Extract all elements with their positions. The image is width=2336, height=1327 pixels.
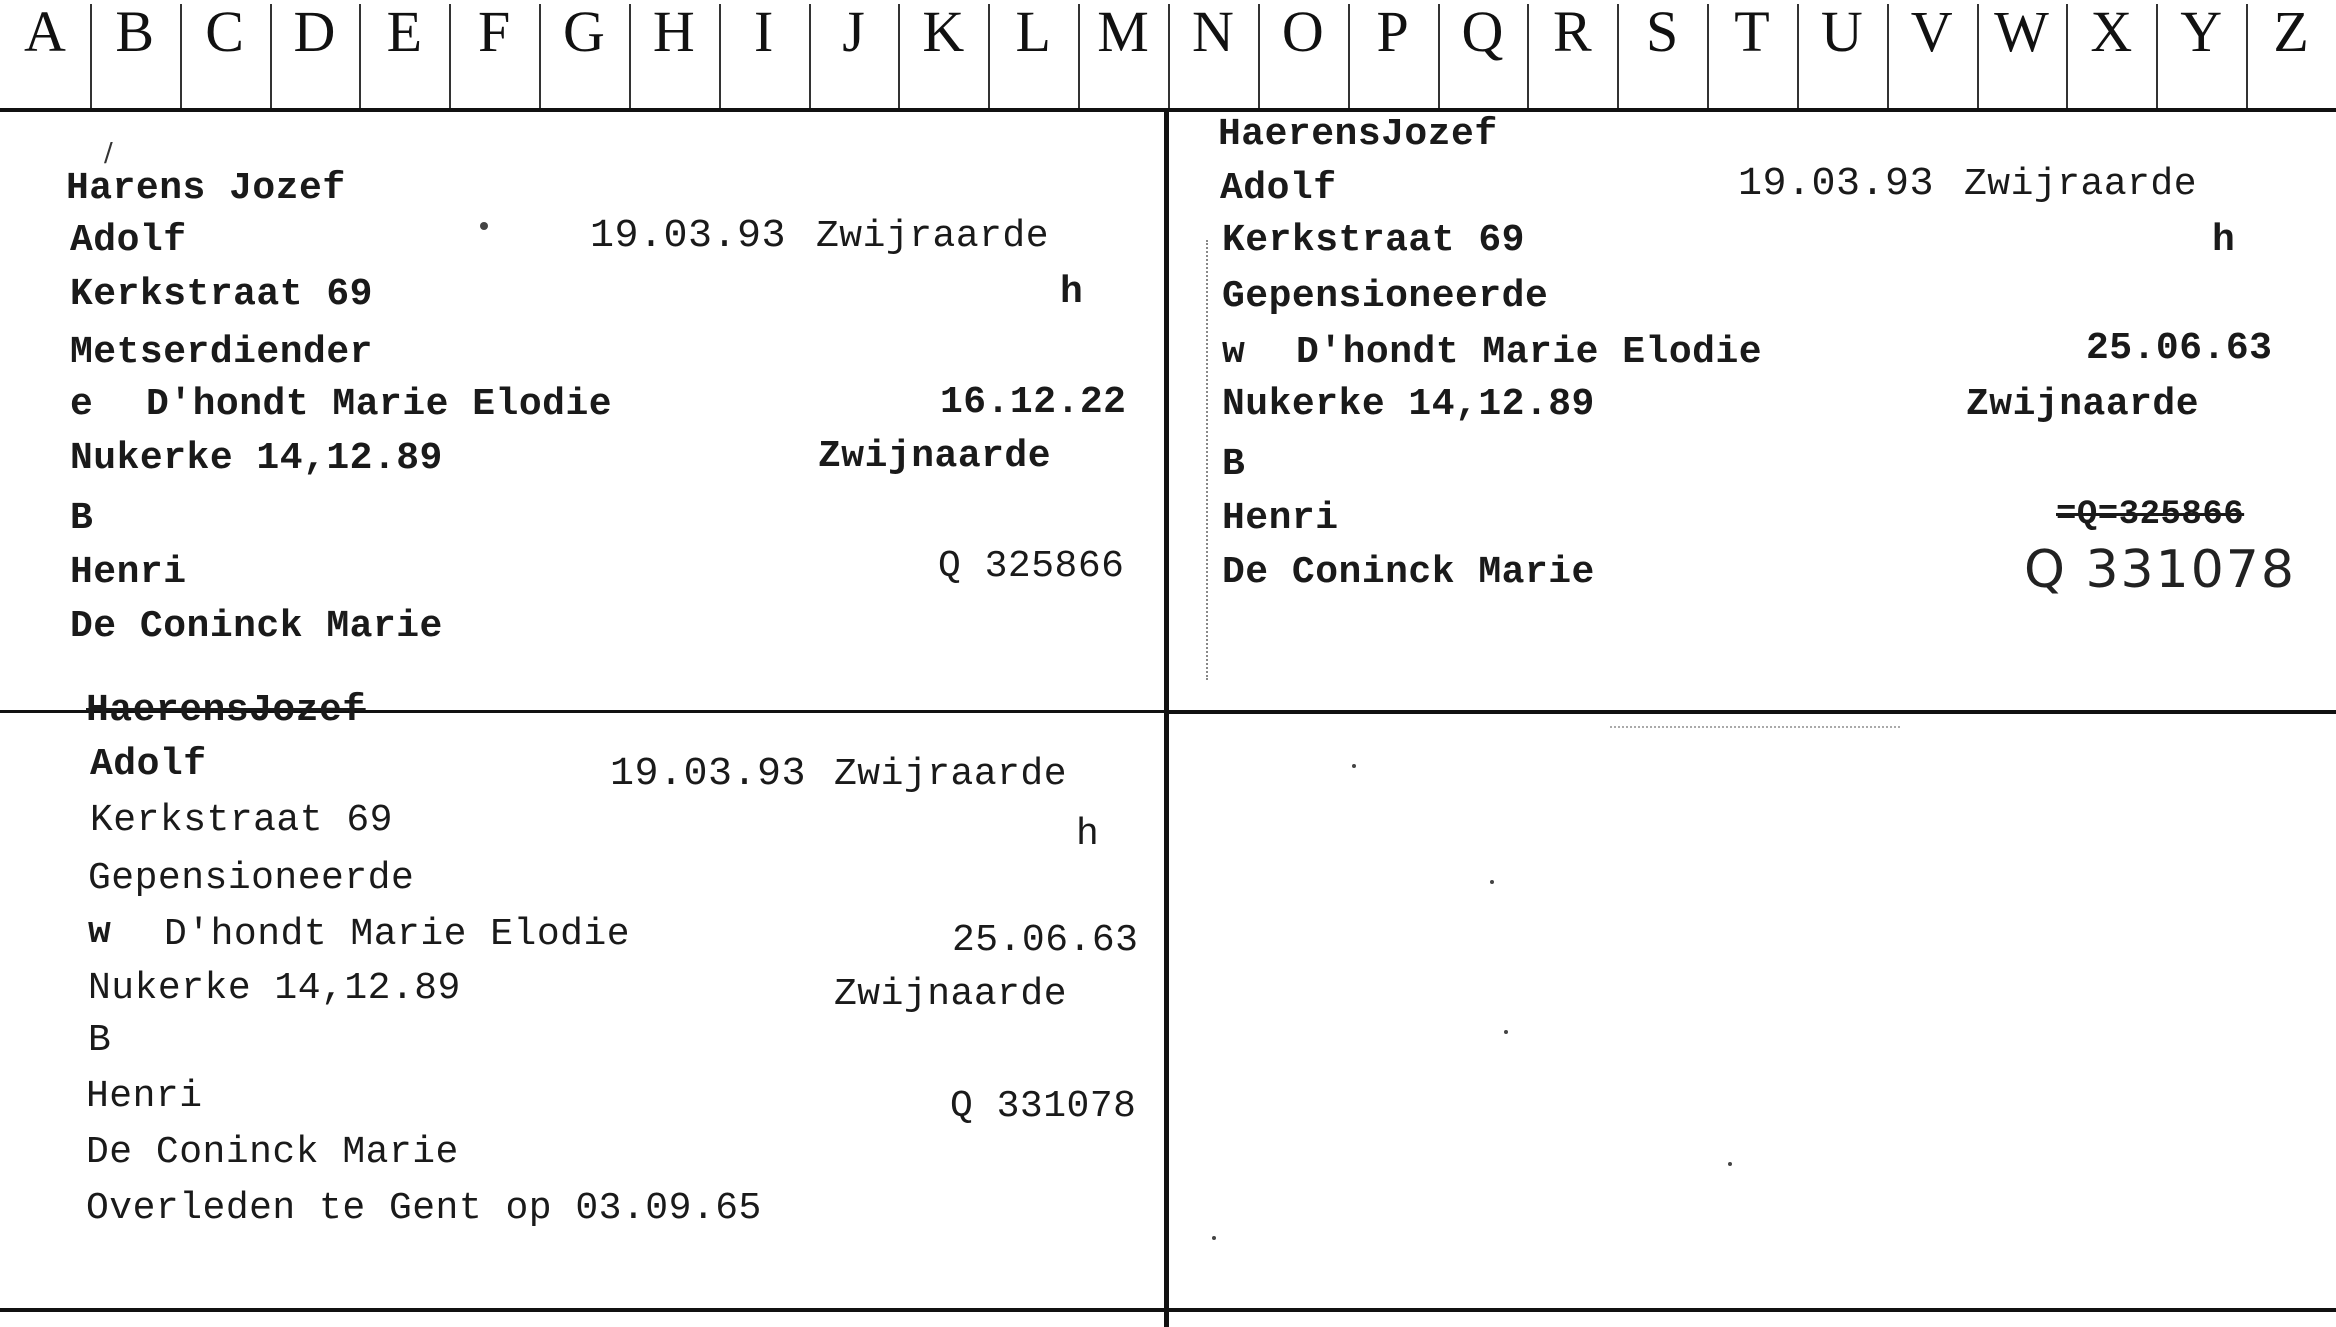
card-first-name: Adolf — [70, 219, 187, 262]
alphabet-separator — [2246, 4, 2248, 108]
alphabet-letter-label: G — [563, 0, 605, 64]
card-occupation: Gepensioneerde — [1222, 275, 1549, 318]
alphabet-letter-e — [359, 0, 449, 108]
alphabet-letter-label: O — [1281, 0, 1324, 64]
card-street: Kerkstraat 69 — [90, 799, 393, 842]
alphabet-letter-t — [1707, 0, 1797, 108]
card-residence: Zwijnaarde — [834, 973, 1068, 1016]
alphabet-letter-o — [1258, 0, 1348, 108]
alphabet-letter-i — [719, 0, 809, 108]
card-spouse-prefix: w — [1222, 331, 1246, 374]
card-occupation: Metserdiender — [70, 331, 373, 374]
alphabet-separator — [2156, 4, 2158, 108]
faint-bleed-through — [1610, 726, 1900, 728]
card-name-line: HaerensJozef — [86, 689, 366, 732]
alphabet-letter-k — [898, 0, 988, 108]
card-father: Henri — [86, 1075, 203, 1118]
alphabet-letter-label: D — [293, 0, 336, 64]
card-birth-date: 19.03.93 — [1738, 162, 1935, 207]
alphabet-letter-v — [1887, 0, 1977, 108]
alphabet-letter-label: P — [1376, 0, 1409, 64]
alphabet-letter-b — [90, 0, 180, 108]
alphabet-letter-label: A — [23, 0, 66, 64]
alphabet-separator — [719, 4, 721, 108]
card-birth-place: Zwijraarde — [834, 753, 1068, 796]
card-spouse-name: D'hondt Marie Elodie — [164, 913, 631, 956]
alphabet-index-strip — [0, 0, 2336, 112]
card-reference-handwritten: Q 331078 — [2024, 540, 2296, 600]
alphabet-letter-label: V — [1910, 0, 1953, 64]
alphabet-separator — [1168, 4, 1170, 108]
card-birth-place: Zwijraarde — [816, 215, 1050, 258]
alphabet-letter-label: Y — [2180, 0, 2223, 64]
alphabet-separator — [1797, 4, 1799, 108]
card-origin: Nukerke 14,12.89 — [1222, 383, 1595, 426]
alphabet-separator — [90, 4, 92, 108]
alphabet-letter-r — [1527, 0, 1617, 108]
alphabet-separator — [1977, 4, 1979, 108]
alphabet-letter-d — [270, 0, 360, 108]
alphabet-letter-label: S — [1646, 0, 1679, 64]
alphabet-letter-c — [180, 0, 270, 108]
card-origin: Nukerke 14,12.89 — [70, 437, 443, 480]
alphabet-letter-label: U — [1820, 0, 1863, 64]
card-birth-place: Zwijraarde — [1964, 163, 2198, 206]
alphabet-separator — [270, 4, 272, 108]
card-status-code: h — [1060, 271, 1084, 314]
alphabet-letter-label: T — [1734, 0, 1770, 64]
card-residence: Zwijnaarde — [818, 435, 1052, 478]
alphabet-letter-label: L — [1015, 0, 1051, 64]
alphabet-letter-s — [1617, 0, 1707, 108]
ink-speck — [1212, 1236, 1216, 1240]
alphabet-letter-label: X — [2090, 0, 2133, 64]
alphabet-letter-label: W — [1994, 0, 2049, 64]
alphabet-separator — [988, 4, 990, 108]
card-name-line: HaerensJozef — [1218, 113, 1498, 156]
alphabet-separator — [1887, 4, 1889, 108]
alphabet-letter-x — [2066, 0, 2156, 108]
card-reference-struck: =Q=325866 — [2056, 496, 2245, 534]
alphabet-separator — [1617, 4, 1619, 108]
card-birth-date: 19.03.93 — [590, 214, 787, 259]
card-divider-horizontal-right — [1168, 710, 2336, 714]
alphabet-letter-label: H — [652, 0, 695, 64]
alphabet-separator — [539, 4, 541, 108]
alphabet-separator — [180, 4, 182, 108]
card-mother: De Coninck Marie — [70, 605, 443, 648]
alphabet-letter-label: E — [386, 0, 423, 64]
alphabet-separator — [1527, 4, 1529, 108]
alphabet-letter-label: K — [922, 0, 965, 64]
alphabet-separator — [1707, 4, 1709, 108]
correction-mark: / — [104, 138, 113, 168]
margin-dotted-trail — [1206, 240, 1208, 680]
ink-speck — [1352, 764, 1356, 768]
ink-speck — [480, 222, 488, 230]
alphabet-letter-w — [1977, 0, 2067, 108]
alphabet-separator — [2066, 4, 2068, 108]
card-spouse-prefix: e — [70, 383, 94, 426]
alphabet-letter-label: R — [1552, 0, 1592, 64]
card-reference: Q 325866 — [938, 545, 1125, 588]
card-occupation: Gepensioneerde — [88, 857, 415, 900]
alphabet-letter-label: N — [1191, 0, 1234, 64]
alphabet-letter-label: I — [754, 0, 774, 64]
card-first-name: Adolf — [90, 743, 207, 786]
card-spouse-name: D'hondt Marie Elodie — [146, 383, 613, 426]
alphabet-letter-f — [449, 0, 539, 108]
ink-speck — [1728, 1162, 1732, 1166]
alphabet-letter-m — [1078, 0, 1168, 108]
card-name-line: Harens Jozef — [66, 167, 346, 210]
alphabet-letter-g — [539, 0, 629, 108]
card-birth-date: 19.03.93 — [610, 752, 807, 797]
alphabet-letter-q — [1438, 0, 1528, 108]
alphabet-letter-z — [2246, 0, 2336, 108]
alphabet-letter-label: J — [842, 0, 865, 64]
card-mother: De Coninck Marie — [86, 1131, 459, 1174]
card-street: Kerkstraat 69 — [70, 273, 373, 316]
card-street: Kerkstraat 69 — [1222, 219, 1525, 262]
alphabet-letter-label: F — [478, 0, 511, 64]
card-status-code: h — [2212, 219, 2236, 262]
card-divider-vertical — [1164, 112, 1169, 1327]
alphabet-separator — [1258, 4, 1260, 108]
card-father: Henri — [70, 551, 187, 594]
alphabet-letter-l — [988, 0, 1078, 108]
ink-speck — [1490, 880, 1494, 884]
card-father: Henri — [1222, 497, 1339, 540]
card-category: B — [88, 1019, 112, 1062]
alphabet-separator — [898, 4, 900, 108]
card-reference: Q 331078 — [950, 1085, 1137, 1128]
card-status-code: h — [1076, 813, 1100, 856]
card-spouse-date: 16.12.22 — [940, 381, 1127, 424]
card-category: B — [70, 497, 94, 540]
alphabet-letter-p — [1348, 0, 1438, 108]
card-death-note: Overleden te Gent op 03.09.65 — [86, 1187, 762, 1230]
alphabet-letter-a — [0, 0, 90, 108]
card-residence: Zwijnaarde — [1966, 383, 2200, 426]
alphabet-separator — [629, 4, 631, 108]
alphabet-letter-y — [2156, 0, 2246, 108]
alphabet-letter-label: C — [205, 0, 244, 64]
ink-speck — [1504, 1030, 1508, 1034]
card-origin: Nukerke 14,12.89 — [88, 967, 461, 1010]
alphabet-separator — [359, 4, 361, 108]
card-spouse-date: 25.06.63 — [952, 919, 1139, 962]
alphabet-letter-u — [1797, 0, 1887, 108]
alphabet-letter-label: M — [1097, 0, 1149, 64]
alphabet-letter-h — [629, 0, 719, 108]
alphabet-separator — [449, 4, 451, 108]
alphabet-separator — [1078, 4, 1080, 108]
alphabet-separator — [1438, 4, 1440, 108]
alphabet-separator — [1348, 4, 1350, 108]
alphabet-letter-label: B — [115, 0, 155, 64]
alphabet-letter-j — [809, 0, 899, 108]
card-spouse-prefix: w — [88, 911, 112, 954]
card-spouse-name: D'hondt Marie Elodie — [1296, 331, 1763, 374]
card-first-name: Adolf — [1220, 167, 1337, 210]
card-category: B — [1222, 443, 1246, 486]
alphabet-letter-label: Z — [2273, 0, 2309, 64]
alphabet-separator — [809, 4, 811, 108]
alphabet-letter-n — [1168, 0, 1258, 108]
card-spouse-date: 25.06.63 — [2086, 327, 2273, 370]
card-mother: De Coninck Marie — [1222, 551, 1595, 594]
card-divider-bottom — [0, 1308, 2336, 1312]
alphabet-letter-label: Q — [1461, 0, 1504, 64]
